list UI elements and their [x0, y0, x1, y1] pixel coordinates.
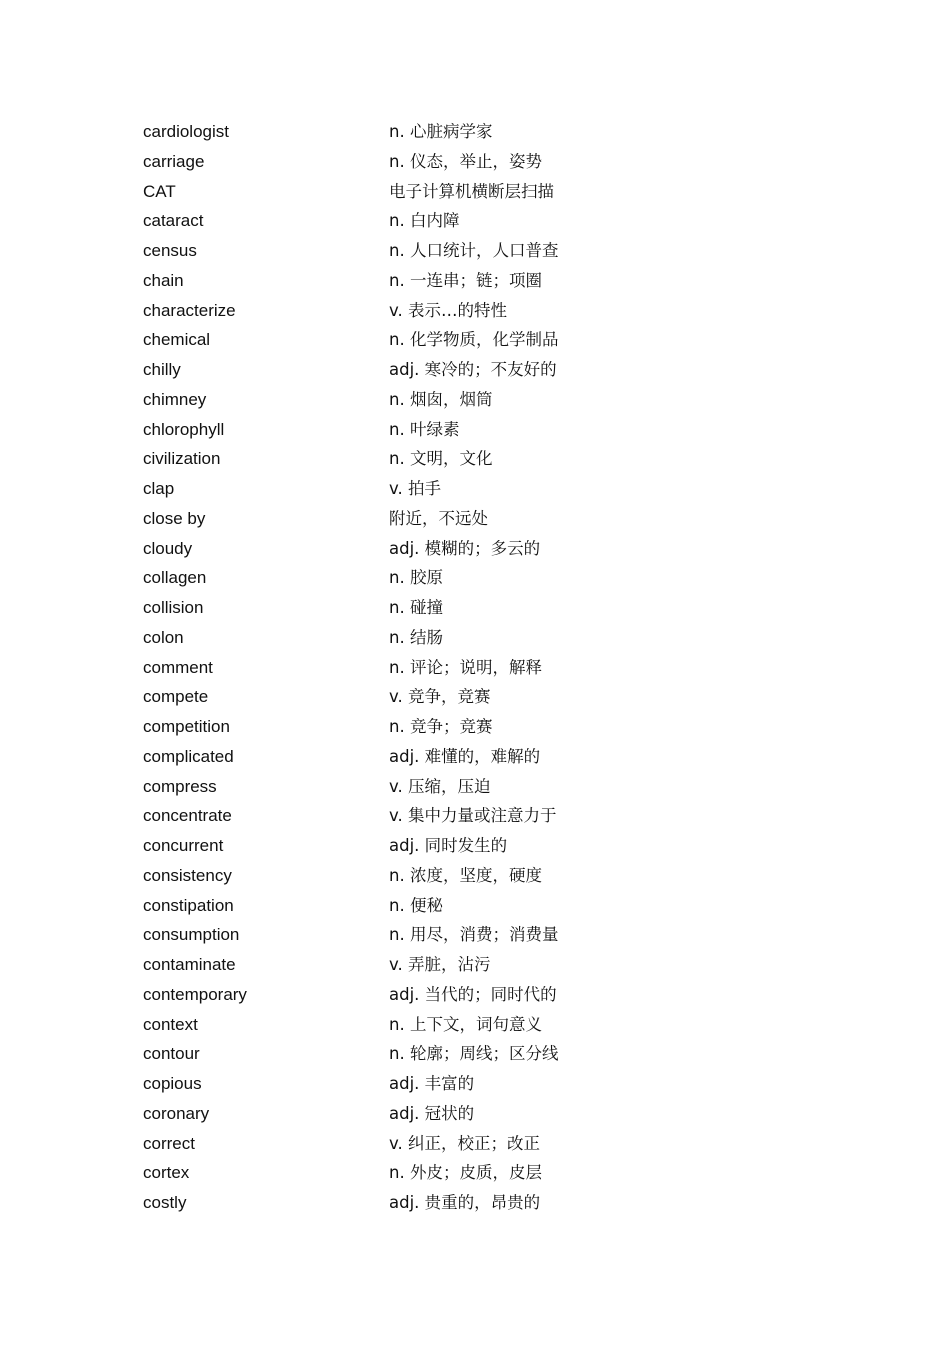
vocab-entry [143, 325, 663, 355]
vocab-entry [143, 920, 663, 950]
vocab-definition: adj. 当代的；同时代的 [389, 984, 557, 1004]
vocab-entry [143, 861, 663, 891]
vocab-definition: adj. 难懂的，难解的 [389, 746, 541, 766]
vocab-entry [143, 980, 663, 1010]
vocab-entry [143, 1099, 663, 1129]
vocab-term: chemical [143, 330, 211, 350]
vocab-definition: adj. 寒冷的；不友好的 [389, 360, 557, 379]
vocab-definition: n. 结肠 [389, 627, 443, 647]
vocab-term: constipation [143, 895, 234, 915]
vocab-term: context [143, 1014, 198, 1034]
vocab-term: colon [143, 627, 184, 647]
vocab-definition: n. 心脏病学家 [389, 122, 493, 141]
vocab-entry [143, 682, 663, 712]
vocab-entry [143, 1129, 663, 1159]
vocab-term: clap [143, 479, 175, 498]
vocab-definition: n. 白内障 [389, 211, 460, 231]
vocab-definition: v. 集中力量或注意力于 [389, 806, 557, 826]
vocab-definition: n. 轮廓；周线；区分线 [389, 1044, 559, 1064]
vocab-entry [143, 801, 663, 831]
vocab-definition: n. 外皮；皮质，皮层 [389, 1163, 542, 1183]
vocab-term: comment [143, 657, 213, 677]
vocab-definition: n. 浓度，坚度，硬度 [389, 865, 542, 885]
vocab-definition: n. 胶原 [389, 568, 443, 588]
vocab-term: contemporary [143, 984, 247, 1004]
vocab-definition: adj. 丰富的 [389, 1074, 475, 1093]
vocab-entry [143, 891, 663, 921]
vocab-term: complicated [143, 746, 234, 766]
vocab-entry [143, 772, 663, 802]
vocab-entry [143, 355, 663, 385]
vocab-definition: n. 便秘 [389, 895, 443, 915]
vocab-definition: adj. 模糊的；多云的 [389, 538, 541, 558]
vocab-entry [143, 177, 663, 207]
vocab-definition: n. 碰撞 [389, 598, 443, 617]
vocab-definition: n. 仪态，举止，姿势 [389, 151, 542, 171]
vocab-definition: n. 人口统计，人口普查 [389, 241, 559, 260]
vocab-term: chimney [143, 389, 207, 409]
vocab-term: chain [143, 270, 184, 290]
vocab-entry [143, 1158, 663, 1188]
vocab-term: competition [143, 717, 230, 736]
vocab-definition: n. 评论；说明，解释 [389, 657, 542, 677]
vocab-entry [143, 415, 663, 445]
vocab-term: compete [143, 687, 209, 707]
vocab-definition: n. 竞争；竞赛 [389, 717, 493, 736]
vocab-term: compress [143, 776, 217, 796]
vocab-entry [143, 1188, 663, 1218]
vocab-entry [143, 593, 663, 623]
vocab-entry [143, 950, 663, 980]
vocab-entry [143, 1039, 663, 1069]
vocab-definition: v. 拍手 [389, 479, 441, 498]
vocab-entry [143, 504, 663, 534]
vocab-entry [143, 563, 663, 593]
vocab-definition: n. 文明，文化 [389, 449, 493, 469]
vocab-entry [143, 623, 663, 653]
vocab-definition: n. 化学物质，化学制品 [389, 330, 559, 350]
vocab-entry [143, 742, 663, 772]
vocab-term: close by [143, 508, 206, 528]
vocab-term: concurrent [143, 836, 224, 855]
vocab-entry [143, 147, 663, 177]
vocab-entry [143, 296, 663, 326]
vocab-term: chlorophyll [143, 419, 225, 439]
vocab-definition: 附近，不远处 [389, 508, 488, 528]
vocab-term: correct [143, 1133, 195, 1153]
vocab-entry [143, 831, 663, 861]
vocab-definition: v. 纠正，校正；改正 [389, 1133, 540, 1153]
vocab-term: carriage [143, 151, 205, 171]
vocab-term: concentrate [143, 806, 232, 826]
vocab-definition: adj. 贵重的，昂贵的 [389, 1193, 541, 1212]
vocab-entry [143, 266, 663, 296]
vocab-term: civilization [143, 449, 221, 469]
vocab-term: collision [143, 598, 204, 617]
vocab-definition: v. 表示…的特性 [389, 300, 507, 320]
vocab-entry [143, 474, 663, 504]
vocab-term: contaminate [143, 955, 236, 974]
vocab-entry [143, 712, 663, 742]
vocab-term: copious [143, 1074, 202, 1093]
vocab-definition: adj. 冠状的 [389, 1103, 475, 1123]
vocab-definition: v. 压缩，压迫 [389, 776, 491, 796]
vocab-term: cloudy [143, 538, 193, 558]
vocab-definition: 电子计算机横断层扫描 [389, 181, 554, 201]
vocab-definition: v. 竞争，竞赛 [389, 687, 491, 707]
vocab-term: collagen [143, 568, 207, 588]
vocabulary-list [143, 117, 663, 1218]
vocab-term: cataract [143, 211, 204, 231]
vocab-entry [143, 236, 663, 266]
vocab-definition: n. 叶绿素 [389, 419, 460, 439]
vocab-entry [143, 653, 663, 683]
vocab-term: consistency [143, 865, 232, 885]
vocab-entry [143, 385, 663, 415]
vocab-term: characterize [143, 300, 236, 320]
vocab-definition: n. 烟囱，烟筒 [389, 389, 493, 409]
vocab-definition: n. 用尽，消费；消费量 [389, 925, 559, 945]
vocab-definition: adj. 同时发生的 [389, 836, 508, 855]
vocab-entry [143, 534, 663, 564]
vocab-definition: n. 一连串；链；项圈 [389, 270, 542, 290]
vocab-term: census [143, 241, 197, 260]
vocab-term: coronary [143, 1103, 210, 1123]
vocab-term: cortex [143, 1163, 190, 1183]
vocab-term: costly [143, 1193, 187, 1212]
vocab-term: consumption [143, 925, 240, 945]
vocab-term: CAT [143, 181, 176, 201]
vocab-definition: n. 上下文，词句意义 [389, 1014, 542, 1034]
vocab-entry [143, 1010, 663, 1040]
vocab-entry [143, 117, 663, 147]
vocab-term: contour [143, 1044, 200, 1064]
vocab-term: chilly [143, 360, 181, 379]
vocab-definition: v. 弄脏，沾污 [389, 955, 491, 974]
vocab-term: cardiologist [143, 122, 229, 141]
vocab-entry [143, 1069, 663, 1099]
vocab-entry [143, 444, 663, 474]
vocab-entry [143, 206, 663, 236]
